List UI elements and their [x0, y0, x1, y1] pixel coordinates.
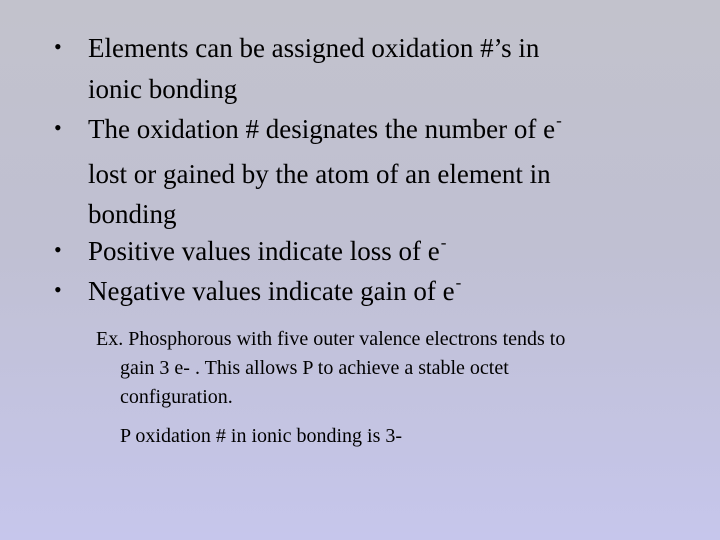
bullet-line: Elements can be assigned oxidation #’s in: [88, 33, 540, 63]
example-line: Ex. Phosphorous with five outer valence electrons tends to: [96, 328, 566, 350]
example-line: configuration.: [120, 386, 233, 408]
example-conclusion: P oxidation # in ionic bonding is 3-: [120, 425, 403, 447]
superscript: -: [440, 233, 447, 252]
bullet-line: bonding: [88, 199, 177, 229]
bullet-text: [88, 231, 688, 276]
bullet-icon: •: [54, 237, 62, 262]
bullet-line-text: Positive values indicate loss of e: [88, 236, 440, 266]
bullet-line: lost or gained by the atom of an element in: [88, 158, 551, 189]
bullet-text: [88, 109, 688, 235]
superscript: -: [455, 273, 462, 292]
bullet-line-text: Negative values indicate gain of e: [88, 276, 455, 306]
bullet-icon: •: [54, 277, 62, 302]
superscript: -: [556, 111, 562, 130]
bullet-icon: •: [54, 34, 62, 59]
bullet-line-text: The oxidation # designates the number of e: [88, 114, 556, 144]
example-line: gain 3 e- . This allows P to achieve a stable octet: [120, 357, 509, 379]
bullet-line: [88, 109, 688, 154]
bullet-icon: •: [54, 115, 62, 140]
bullet-text: [88, 271, 688, 316]
bullet-text: [88, 28, 688, 109]
bullet-line: ionic bonding: [88, 73, 238, 104]
